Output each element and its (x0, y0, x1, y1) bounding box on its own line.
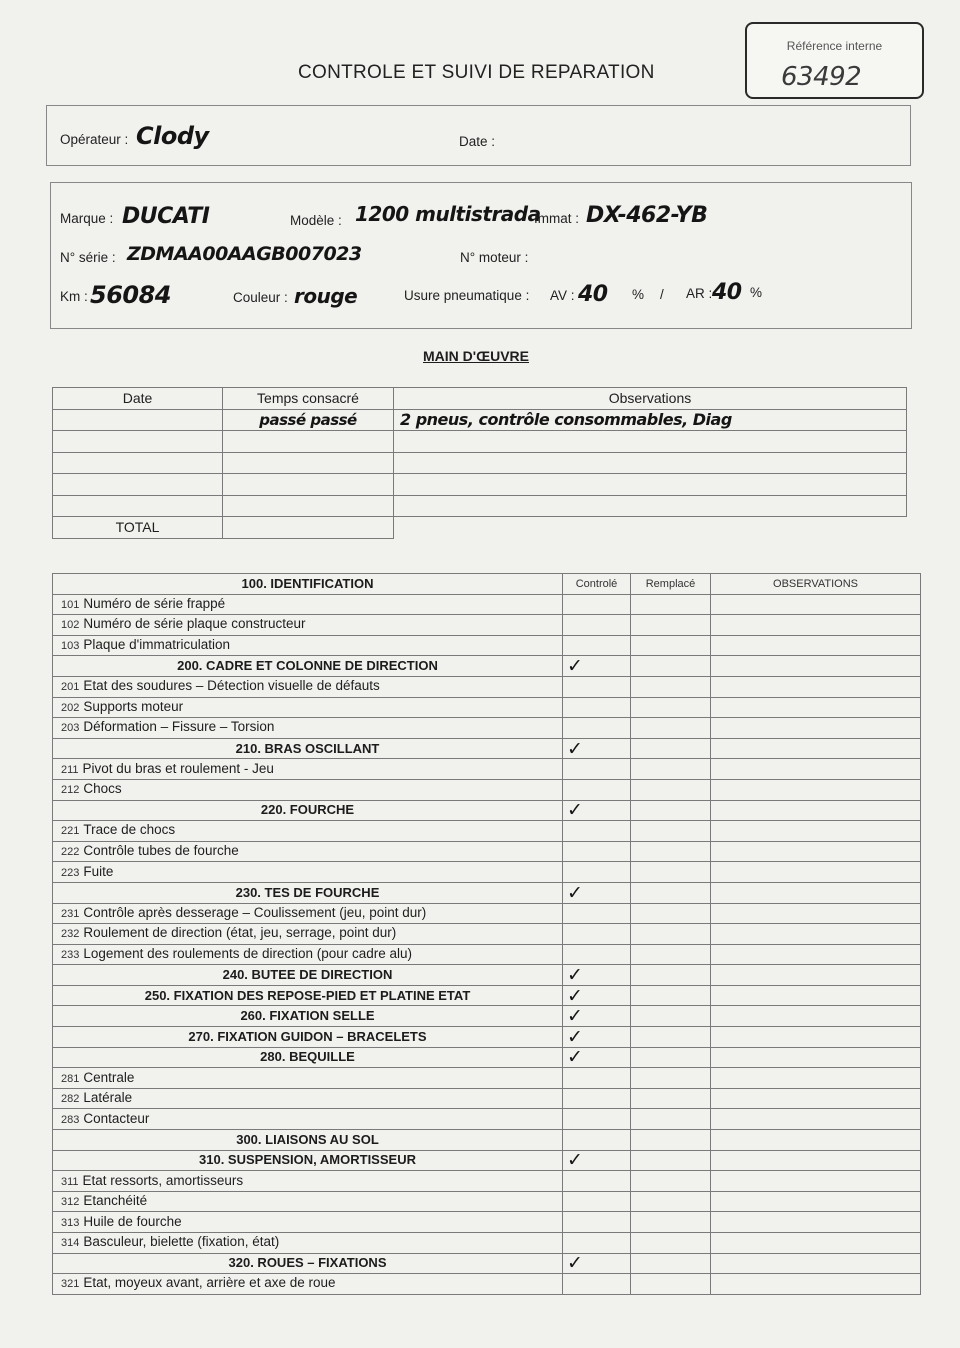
main-oeuvre-row (53, 474, 907, 496)
header-observations: OBSERVATIONS (711, 574, 921, 595)
controle-checkbox[interactable]: ✓ (563, 1047, 631, 1068)
observations-cell[interactable] (711, 1027, 921, 1048)
item-number: 313 (61, 1216, 80, 1229)
operator-value[interactable]: Clody (136, 122, 209, 150)
item-label: Etat, moyeux avant, arrière et axe de roue (83, 1275, 336, 1291)
operator-label: Opérateur : (60, 132, 129, 147)
item-cell (53, 779, 563, 800)
item-number: 222 (61, 846, 80, 859)
mo-temps-cell[interactable] (223, 474, 394, 496)
couleur-label: Couleur : (233, 290, 288, 305)
date-label: Date : (459, 134, 496, 149)
item-number: 231 (61, 907, 80, 920)
item-row (53, 635, 921, 656)
remplace-checkbox[interactable] (631, 1027, 711, 1048)
remplace-checkbox[interactable] (631, 1171, 711, 1192)
item-cell (53, 903, 563, 924)
controle-checkbox[interactable]: ✓ (563, 882, 631, 903)
controle-checkbox[interactable]: ✓ (563, 985, 631, 1006)
item-cell (53, 924, 563, 945)
item-label: Déformation – Fissure – Torsion (83, 719, 275, 735)
controle-checkbox[interactable] (563, 1274, 631, 1295)
mo-date-cell[interactable] (53, 474, 223, 496)
observations-cell[interactable] (711, 1068, 921, 1089)
item-cell (53, 759, 563, 780)
remplace-checkbox[interactable] (631, 1233, 711, 1254)
item-cell (53, 821, 563, 842)
observations-cell[interactable] (711, 862, 921, 883)
marque-label: Marque : (60, 211, 114, 226)
remplace-checkbox[interactable] (631, 1088, 711, 1109)
header-remplace: Remplacé (631, 574, 711, 595)
controle-checkbox[interactable]: ✓ (563, 800, 631, 821)
observations-cell[interactable] (711, 697, 921, 718)
observations-cell[interactable] (711, 1171, 921, 1192)
observations-cell[interactable] (711, 615, 921, 636)
remplace-checkbox[interactable] (631, 841, 711, 862)
observations-cell[interactable] (711, 1109, 921, 1130)
controle-checkbox[interactable] (563, 676, 631, 697)
checklist-table (52, 573, 921, 1295)
observations-cell[interactable] (711, 1006, 921, 1027)
mo-date-cell[interactable] (53, 409, 223, 431)
observations-cell[interactable] (711, 1233, 921, 1254)
item-label: Etanchéité (83, 1193, 148, 1209)
item-number: 212 (61, 784, 80, 797)
total-value[interactable] (223, 517, 394, 539)
observations-cell[interactable] (711, 1088, 921, 1109)
observations-cell[interactable] (711, 800, 921, 821)
section-row (53, 1253, 921, 1274)
item-number: 103 (61, 640, 80, 653)
header-controle: Controlé (563, 574, 631, 595)
main-oeuvre-row (53, 409, 907, 431)
item-cell (53, 862, 563, 883)
usure-label: Usure pneumatique : (404, 288, 530, 303)
item-label: Chocs (83, 781, 122, 797)
serie-value[interactable]: ZDMAA00AAGB007023 (127, 243, 362, 265)
item-row (53, 1212, 921, 1233)
mo-date-cell[interactable] (53, 495, 223, 517)
total-spacer (394, 517, 907, 539)
item-row (53, 615, 921, 636)
controle-checkbox[interactable] (563, 944, 631, 965)
main-oeuvre-total-row (53, 517, 907, 539)
item-label: Huile de fourche (83, 1213, 182, 1229)
controle-checkbox[interactable] (563, 1130, 631, 1151)
item-cell (53, 1212, 563, 1233)
mo-temps-cell[interactable] (223, 452, 394, 474)
section-label: 240. BUTEE DE DIRECTION (53, 965, 563, 986)
observations-cell[interactable] (711, 635, 921, 656)
item-row (53, 1109, 921, 1130)
item-number: 201 (61, 681, 80, 694)
item-label: Contrôle tubes de fourche (83, 843, 239, 859)
item-row (53, 697, 921, 718)
km-label: Km : (60, 289, 88, 304)
ar-label: AR : (686, 286, 713, 301)
controle-checkbox[interactable] (563, 697, 631, 718)
item-label: Trace de chocs (83, 822, 176, 838)
observations-cell[interactable] (711, 924, 921, 945)
section-label: 230. TES DE FOURCHE (53, 882, 563, 903)
item-cell (53, 841, 563, 862)
remplace-checkbox[interactable] (631, 944, 711, 965)
remplace-checkbox[interactable] (631, 924, 711, 945)
item-row (53, 903, 921, 924)
remplace-checkbox[interactable] (631, 903, 711, 924)
remplace-checkbox[interactable] (631, 1150, 711, 1171)
av-percent: % (632, 287, 645, 302)
remplace-checkbox[interactable] (631, 635, 711, 656)
controle-checkbox[interactable] (563, 1191, 631, 1212)
page-title: CONTROLE ET SUIVI DE REPARATION (298, 62, 655, 83)
remplace-checkbox[interactable] (631, 1212, 711, 1233)
item-label: Fuite (83, 863, 114, 879)
item-cell (53, 944, 563, 965)
item-cell (53, 1068, 563, 1089)
section-row (53, 985, 921, 1006)
item-number: 211 (61, 763, 79, 776)
item-cell (53, 1088, 563, 1109)
item-number: 321 (61, 1278, 80, 1291)
controle-checkbox[interactable]: ✓ (563, 738, 631, 759)
immat-label: Immat : (534, 211, 580, 226)
section-row (53, 1047, 921, 1068)
remplace-checkbox[interactable] (631, 656, 711, 677)
item-row (53, 1233, 921, 1254)
item-label: Numéro de série frappé (83, 595, 226, 611)
observations-cell[interactable] (711, 1212, 921, 1233)
section-row (53, 1027, 921, 1048)
controle-checkbox[interactable] (563, 1068, 631, 1089)
header-date: Date (53, 388, 223, 410)
item-number: 232 (61, 928, 80, 941)
item-cell (53, 594, 563, 615)
controle-checkbox[interactable] (563, 841, 631, 862)
section-label: 300. LIAISONS AU SOL (53, 1130, 563, 1151)
controle-checkbox[interactable] (563, 718, 631, 739)
remplace-checkbox[interactable] (631, 1006, 711, 1027)
observations-cell[interactable] (711, 1191, 921, 1212)
observations-cell[interactable] (711, 594, 921, 615)
section-label: 220. FOURCHE (53, 800, 563, 821)
item-cell (53, 1274, 563, 1295)
controle-checkbox[interactable] (563, 759, 631, 780)
observations-cell[interactable] (711, 944, 921, 965)
item-cell (53, 1109, 563, 1130)
observations-cell[interactable] (711, 882, 921, 903)
remplace-checkbox[interactable] (631, 676, 711, 697)
controle-checkbox[interactable]: ✓ (563, 965, 631, 986)
item-label: Basculeur, bielette (fixation, état) (83, 1234, 280, 1250)
header-observations: Observations (394, 388, 907, 410)
item-row (53, 676, 921, 697)
observations-cell[interactable] (711, 965, 921, 986)
controle-checkbox[interactable] (563, 862, 631, 883)
mo-date-cell[interactable] (53, 431, 223, 453)
item-label: Numéro de série plaque constructeur (83, 616, 306, 632)
observations-cell[interactable] (711, 1274, 921, 1295)
remplace-checkbox[interactable] (631, 862, 711, 883)
main-oeuvre-table (52, 387, 907, 539)
marque-value[interactable]: DUCATI (122, 204, 210, 229)
section-label: 200. CADRE ET COLONNE DE DIRECTION (53, 656, 563, 677)
moteur-label: N° moteur : (460, 250, 529, 265)
item-number: 314 (61, 1237, 80, 1250)
item-label: Logement des roulements de direction (pour cadre alu) (83, 945, 413, 961)
reference-box (745, 22, 924, 99)
observations-cell[interactable] (711, 821, 921, 842)
remplace-checkbox[interactable] (631, 1068, 711, 1089)
item-number: 223 (61, 866, 80, 879)
remplace-checkbox[interactable] (631, 1109, 711, 1130)
section-label: 250. FIXATION DES REPOSE-PIED ET PLATINE ETAT (53, 985, 563, 1006)
remplace-checkbox[interactable] (631, 800, 711, 821)
item-label: Latérale (83, 1090, 133, 1106)
remplace-checkbox[interactable] (631, 1274, 711, 1295)
mo-observations-cell[interactable] (394, 452, 907, 474)
section-row (53, 800, 921, 821)
controle-checkbox[interactable] (563, 1171, 631, 1192)
mo-observations-cell[interactable] (394, 431, 907, 453)
item-number: 221 (61, 825, 80, 838)
section-label: 320. ROUES – FIXATIONS (53, 1253, 563, 1274)
section-row (53, 1130, 921, 1151)
item-number: 282 (61, 1093, 80, 1106)
item-cell (53, 1233, 563, 1254)
item-row (53, 718, 921, 739)
observations-cell[interactable] (711, 738, 921, 759)
ar-value[interactable]: 40 (712, 280, 742, 305)
section-label: 280. BEQUILLE (53, 1047, 563, 1068)
item-label: Roulement de direction (état, jeu, serrage, point dur) (83, 925, 397, 941)
section-row (53, 656, 921, 677)
main-oeuvre-title: MAIN D'ŒUVRE (423, 348, 529, 364)
remplace-checkbox[interactable] (631, 1253, 711, 1274)
item-cell (53, 1171, 563, 1192)
item-cell (53, 676, 563, 697)
remplace-checkbox[interactable] (631, 821, 711, 842)
immat-value[interactable]: DX-462-YB (586, 203, 708, 228)
item-label: Etat des soudures – Détection visuelle de défauts (83, 678, 380, 694)
section-label: 270. FIXATION GUIDON – BRACELETS (53, 1027, 563, 1048)
section-label: 260. FIXATION SELLE (53, 1006, 563, 1027)
item-label: Pivot du bras et roulement - Jeu (82, 760, 274, 776)
reference-value[interactable]: 63492 (781, 62, 862, 92)
serie-label: N° série : (60, 250, 116, 265)
ar-percent: % (750, 285, 763, 300)
remplace-checkbox[interactable] (631, 718, 711, 739)
item-row (53, 944, 921, 965)
item-number: 311 (61, 1175, 79, 1188)
item-row (53, 1191, 921, 1212)
controle-checkbox[interactable]: ✓ (563, 1027, 631, 1048)
observations-cell[interactable] (711, 676, 921, 697)
remplace-checkbox[interactable] (631, 697, 711, 718)
item-number: 283 (61, 1113, 80, 1126)
main-oeuvre-header-row (53, 388, 907, 410)
item-label: Plaque d'immatriculation (83, 637, 231, 653)
remplace-checkbox[interactable] (631, 594, 711, 615)
controle-checkbox[interactable]: ✓ (563, 656, 631, 677)
couleur-value[interactable]: rouge (294, 284, 358, 308)
av-label: AV : (550, 288, 575, 303)
main-oeuvre-row (53, 431, 907, 453)
controle-checkbox[interactable] (563, 903, 631, 924)
remplace-checkbox[interactable] (631, 1047, 711, 1068)
remplace-checkbox[interactable] (631, 882, 711, 903)
observations-cell[interactable] (711, 985, 921, 1006)
mo-observations-cell[interactable]: 2 pneus, contrôle consommables, Diag (394, 409, 907, 431)
observations-cell[interactable] (711, 718, 921, 739)
item-row (53, 821, 921, 842)
modele-value[interactable]: 1200 multistrada (355, 202, 541, 226)
main-oeuvre-row (53, 452, 907, 474)
item-row (53, 1171, 921, 1192)
mo-observations-cell[interactable] (394, 495, 907, 517)
controle-checkbox[interactable]: ✓ (563, 1006, 631, 1027)
controle-checkbox[interactable] (563, 1088, 631, 1109)
remplace-checkbox[interactable] (631, 985, 711, 1006)
section-row (53, 1150, 921, 1171)
item-cell (53, 718, 563, 739)
item-label: Contacteur (83, 1110, 150, 1126)
observations-cell[interactable] (711, 779, 921, 800)
item-row (53, 862, 921, 883)
item-cell (53, 1191, 563, 1212)
controle-checkbox[interactable] (563, 594, 631, 615)
section-row (53, 965, 921, 986)
item-label: Supports moteur (83, 698, 184, 714)
item-cell (53, 697, 563, 718)
item-label: Contrôle après desserage – Coulissement (jeu, point dur) (83, 904, 427, 920)
observations-cell[interactable] (711, 1047, 921, 1068)
header-temps: Temps consacré (223, 388, 394, 410)
observations-cell[interactable] (711, 1130, 921, 1151)
mo-observations-cell[interactable] (394, 474, 907, 496)
item-row (53, 594, 921, 615)
mo-temps-cell[interactable] (223, 495, 394, 517)
usure-separator: / (660, 287, 664, 302)
item-row (53, 779, 921, 800)
controle-checkbox[interactable]: ✓ (563, 1150, 631, 1171)
observations-cell[interactable] (711, 656, 921, 677)
remplace-checkbox[interactable] (631, 779, 711, 800)
item-number: 102 (61, 619, 80, 632)
item-cell (53, 635, 563, 656)
section-label: 210. BRAS OSCILLANT (53, 738, 563, 759)
observations-cell[interactable] (711, 1150, 921, 1171)
remplace-checkbox[interactable] (631, 1130, 711, 1151)
item-label: Centrale (83, 1069, 135, 1085)
reference-label: Référence interne (786, 39, 883, 53)
item-number: 312 (61, 1196, 80, 1209)
controle-checkbox[interactable] (563, 635, 631, 656)
section-row (53, 1006, 921, 1027)
controle-checkbox[interactable] (563, 1212, 631, 1233)
item-number: 203 (61, 722, 80, 735)
mo-date-cell[interactable] (53, 452, 223, 474)
observations-cell[interactable] (711, 841, 921, 862)
item-number: 101 (61, 598, 80, 611)
item-row (53, 1068, 921, 1089)
total-label: TOTAL (53, 517, 223, 539)
observations-cell[interactable] (711, 1253, 921, 1274)
av-value[interactable]: 40 (578, 282, 608, 307)
item-number: 202 (61, 701, 80, 714)
km-value[interactable]: 56084 (90, 281, 171, 309)
mo-temps-cell[interactable] (223, 431, 394, 453)
section-row (53, 574, 921, 595)
controle-checkbox[interactable] (563, 615, 631, 636)
observations-cell[interactable] (711, 759, 921, 780)
controle-checkbox[interactable]: ✓ (563, 1253, 631, 1274)
item-number: 233 (61, 948, 80, 961)
item-row (53, 841, 921, 862)
item-number: 281 (61, 1072, 80, 1085)
section-label: 100. IDENTIFICATION (53, 574, 563, 595)
controle-checkbox[interactable] (563, 779, 631, 800)
controle-checkbox[interactable] (563, 821, 631, 842)
remplace-checkbox[interactable] (631, 615, 711, 636)
modele-label: Modèle : (290, 213, 342, 228)
remplace-checkbox[interactable] (631, 738, 711, 759)
observations-cell[interactable] (711, 903, 921, 924)
mo-temps-cell[interactable]: passé passé (223, 409, 394, 431)
controle-checkbox[interactable] (563, 924, 631, 945)
controle-checkbox[interactable] (563, 1233, 631, 1254)
remplace-checkbox[interactable] (631, 759, 711, 780)
remplace-checkbox[interactable] (631, 1191, 711, 1212)
section-row (53, 738, 921, 759)
item-row (53, 759, 921, 780)
item-label: Etat ressorts, amortisseurs (82, 1172, 244, 1188)
main-oeuvre-row (53, 495, 907, 517)
section-row (53, 882, 921, 903)
item-row (53, 924, 921, 945)
item-row (53, 1088, 921, 1109)
remplace-checkbox[interactable] (631, 965, 711, 986)
item-cell (53, 615, 563, 636)
section-label: 310. SUSPENSION, AMORTISSEUR (53, 1150, 563, 1171)
controle-checkbox[interactable] (563, 1109, 631, 1130)
item-row (53, 1274, 921, 1295)
